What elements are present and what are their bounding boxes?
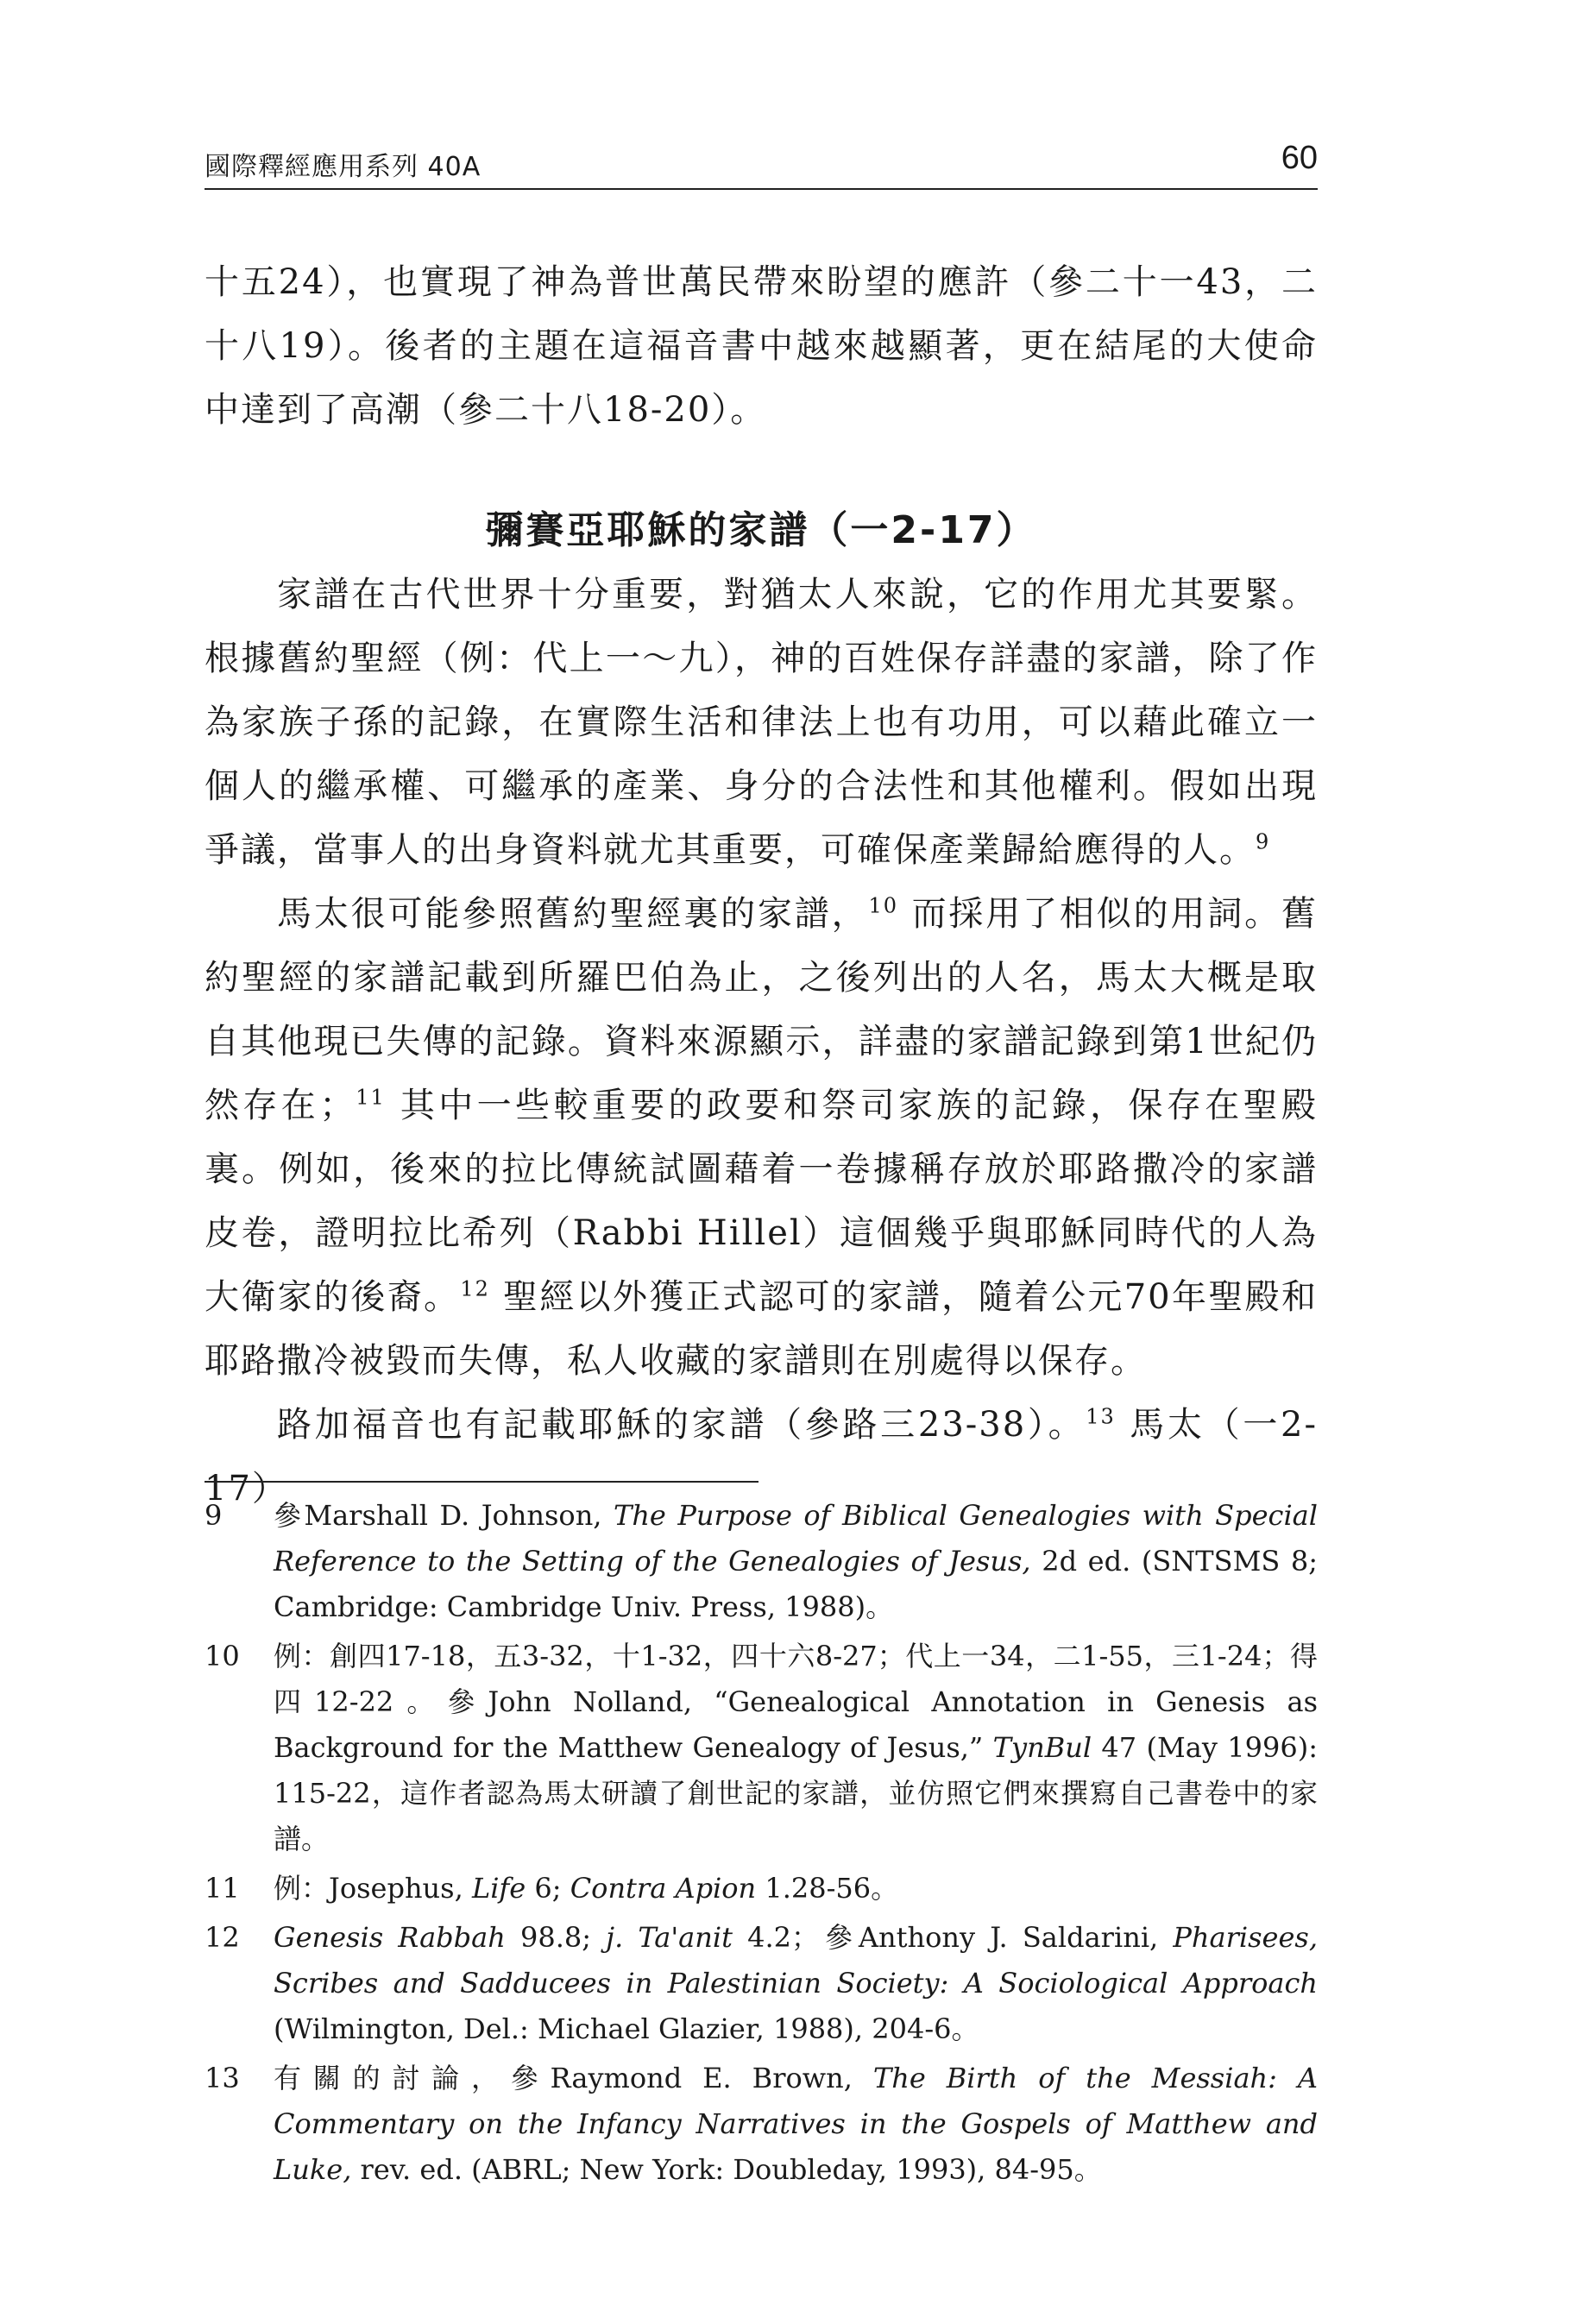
footnote-text: Genesis Rabbah 98.8; j. Ta'anit 4.2；參Anthony J. Saldarini, Pharisees, Scribes and Sadducees in Palestinian Society: A Sociological Approach (Wilmington, Del.: Michael Glazier, 1988), 204-6。 (274, 1921, 1319, 2045)
footnote-12 (205, 1915, 1318, 2052)
footnote-13 (205, 2056, 1318, 2193)
paragraph-text: 馬太（一2-17） (205, 1405, 1318, 1508)
paragraph-text: 家譜在古代世界十分重要，對猶太人來說，它的作用尤其要緊。根據舊約聖經（例：代上一～九），神的百姓保存詳盡的家譜，除了作為家族子孫的記錄，在實際生活和律法上也有功用，可以藉此確立一個人的繼承權、可繼承的產業、身分的合法性和其他權利。假如出現爭議，當事人的出身資料就尤其重要，可確保產業歸給應得的人。 (205, 575, 1318, 870)
footnote-text: 參Marshall D. Johnson, The Purpose of Biblical Genealogies with Special Reference to the Setting of the Genealogies of Jesus, 2d ed. (SNTSMS 8; Cambridge: Cambridge Univ. Press, 1988)。 (274, 1499, 1319, 1623)
paragraph-text: 路加福音也有記載耶穌的家譜（參路三23-38）。 (277, 1405, 1086, 1445)
footnote-ref-10: 10 (868, 893, 899, 918)
footnote-ref-11: 11 (356, 1085, 386, 1110)
footnote-10 (205, 1634, 1318, 1862)
footnote-number: 12 (205, 1921, 240, 1954)
paragraph-text: 而採用了相似的用詞。舊約聖經的家譜記載到所羅巴伯為止，之後列出的人名，馬太大概是取自其他現已失傳的記錄。資料來源顯示，詳盡的家譜記錄到第1世紀仍然存在； (205, 894, 1319, 1125)
footnotes (205, 1493, 1318, 2196)
footnote-ref-12: 12 (460, 1276, 490, 1301)
footnote-divider (205, 1481, 759, 1483)
section-title: 彌賽亞耶穌的家譜（一2-17） (485, 508, 1037, 552)
footnote-number: 10 (205, 1640, 240, 1672)
paragraph-matthew-sources (205, 882, 1318, 1393)
paragraph-text: 其中一些較重要的政要和祭司家族的記錄，保存在聖殿裏。例如，後來的拉比傳統試圖藉着一卷據稱存放於耶路撒冷的家譜皮卷，證明拉比希列（Rabbi Hillel）這個幾乎與耶穌同時代的人為大衛家的後裔。 (205, 1086, 1319, 1317)
footnote-text: 有關的討論，參Raymond E. Brown, The Birth of the Messiah: A Commentary on the Infancy Narratives in the Gospels of Matthew and Luke, rev. ed. (ABRL; New York: Doubleday, 1993), 84-95。 (274, 2062, 1319, 2186)
page-number: 60 (1281, 140, 1318, 176)
intro-paragraph: 十五24），也實現了神為普世萬民帶來盼望的應許（參二十一43，二十八19）。後者的主題在這福音書中越來越顯著，更在結尾的大使命中達到了高潮（參二十八18-20）。 (205, 262, 1318, 430)
paragraph-genealogy-importance (205, 563, 1318, 882)
paragraph-text: 馬太很可能參照舊約聖經裏的家譜， (277, 894, 869, 934)
footnote-number: 9 (205, 1499, 223, 1532)
footnote-9 (205, 1493, 1318, 1630)
footnote-11 (205, 1866, 1318, 1911)
footnote-number: 13 (205, 2062, 240, 2094)
footnote-text: 例：創四17-18，五3-32，十1-32，四十六8-27；代上一34，二1-55，三1-24；得四12-22。參John Nolland, “Genealogical Annotation in Genesis as Background for the Matthew Genealogy of Jesus,” TynBul 47 (May 1996): 115-22，這作者認為馬太研讀了創世記的家譜，並仿照它們來撰寫自己書卷中的家譜。 (274, 1640, 1319, 1855)
footnote-number: 11 (205, 1872, 240, 1905)
running-header (205, 129, 1318, 190)
footnote-ref-13: 13 (1086, 1404, 1116, 1429)
book-series-title: 國際釋經應用系列 40A (205, 152, 482, 182)
paragraph-text: 聖經以外獲正式認可的家譜，隨着公元70年聖殿和耶路撒冷被毀而失傳，私人收藏的家譜則在別處得以保存。 (205, 1277, 1318, 1381)
footnote-ref-9: 9 (1256, 829, 1271, 854)
footnote-text: 例：Josephus, Life 6; Contra Apion 1.28-56。 (274, 1872, 899, 1905)
